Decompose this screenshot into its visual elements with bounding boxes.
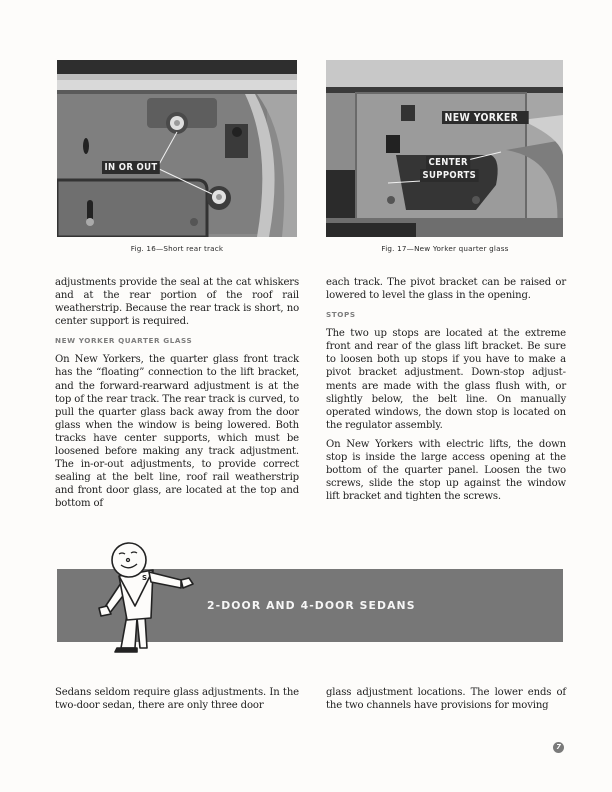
callout-supports: SUPPORTS [420, 169, 479, 182]
callout-new-yorker: NEW YORKER [442, 111, 528, 124]
right-paragraph-1: each track. The pivot bracket can be raised or lowered to level the glass in the opening. [326, 277, 566, 302]
mascot-badge: S [142, 574, 148, 582]
bottom-left-column [55, 686, 299, 712]
quarter-panel-illustration [326, 60, 563, 237]
banner-title: 2-DOOR AND 4-DOOR SEDANS [207, 599, 416, 612]
bottom-right-paragraph: glass adjustment locations. The lower ends of the two channels have provisions for moving [326, 687, 566, 712]
right-paragraph-3: On New Yorkers with electric lifts, the down stop is inside the large access opening at the bottom of the quarter panel. Loosen the two screws, slide the stop up against the window lift bracket and tighten the screws. [326, 438, 566, 503]
left-column [55, 276, 299, 511]
left-paragraph-2: On New Yorkers, the quarter glass front track has the “floating” connection to the lift bracket, and the forward-rearward adjustment is at the top of the rear track. The rear track is curved, to pull the quarter glass back away from the door glass when the window is being lowered. Both tracks have center supports, which must be loosened before making any track adjustment. The in-or-out adjustments, to provide correct sealing at the belt line, roof rail weatherstrip and front door glass, are located at the top and bottom of [55, 354, 299, 510]
mascot-icon [85, 540, 195, 655]
door-panel-illustration [57, 60, 297, 237]
figure-16-photo [57, 60, 297, 237]
right-column [326, 276, 566, 503]
figure-17-photo [326, 60, 563, 237]
right-paragraph-2: The two up stops are located at the extreme front and rear of the glass lift bracket. Be sure to loosen both up stops if you have to make a pivot bracket adjustment. Down-stop adjustments are made with the glass flush with, or slightly below, the belt line. On manually operated windows, the down stop is located on the regulator assembly. [326, 328, 566, 431]
left-paragraph-1: adjustments provide the seal at the cat whiskers and at the rear portion of the roof rail weatherstrip. Because the rear track is short, no center support is required. [55, 277, 299, 328]
page-number-badge: 7 [553, 742, 564, 753]
bottom-left-paragraph: Sedans seldom require glass adjustments. In the two-door sedan, there are only three door [55, 687, 299, 712]
section-heading-stops: STOPS [326, 310, 356, 320]
figure-17-caption: Fig. 17—New Yorker quarter glass [381, 244, 509, 253]
section-heading-new-yorker-quarter-glass: NEW YORKER QUARTER GLASS [55, 336, 193, 346]
callout-center: CENTER [426, 156, 470, 169]
callout-in-or-out: IN OR OUT [102, 161, 160, 174]
figure-16-caption: Fig. 16—Short rear track [130, 244, 224, 253]
bottom-right-column [326, 686, 566, 712]
